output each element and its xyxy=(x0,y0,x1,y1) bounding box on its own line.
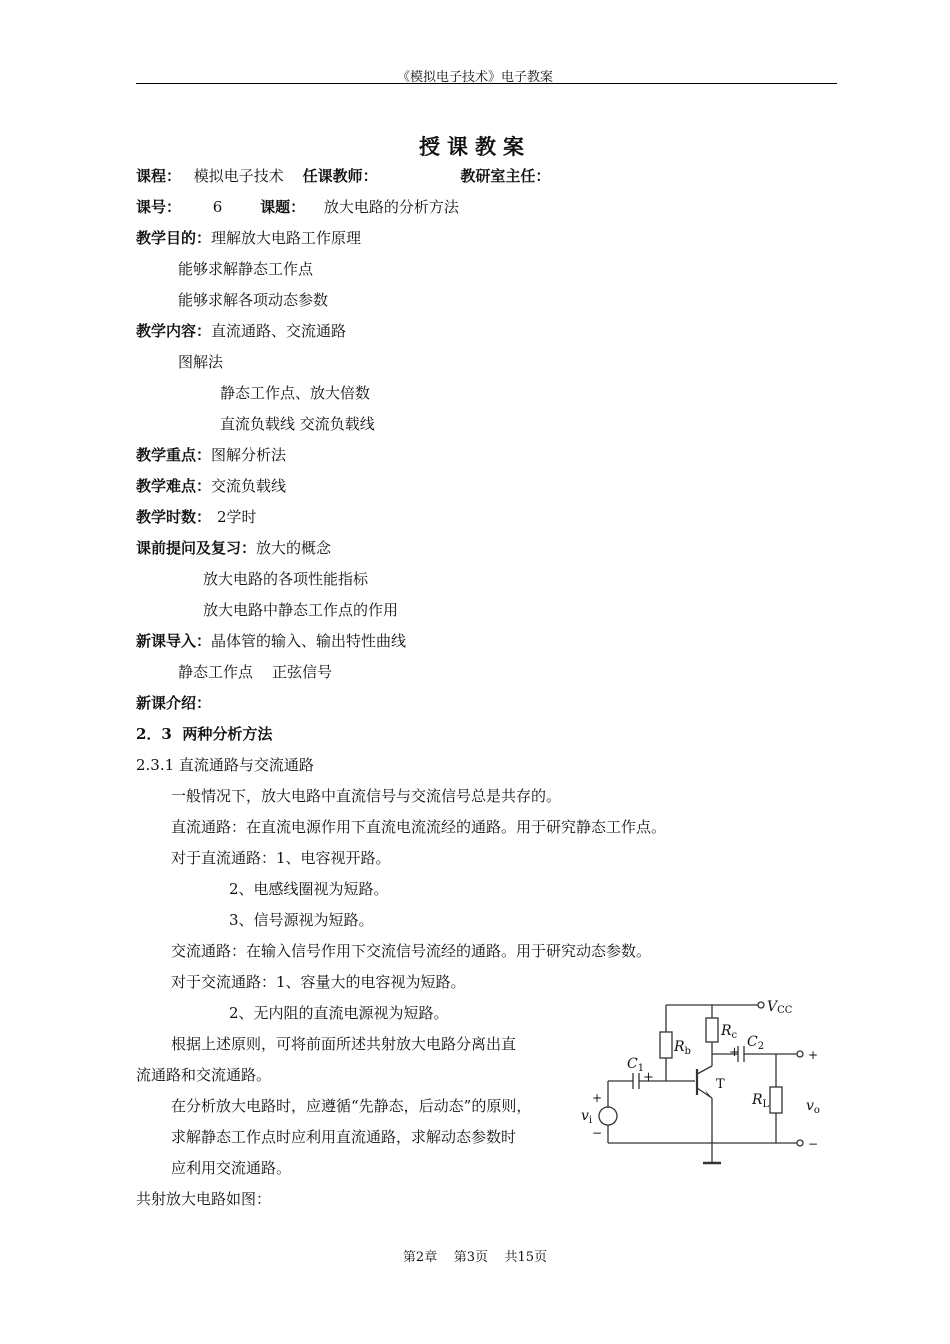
svg-text:C1 xyxy=(627,1056,644,1074)
vcc-subscript: CC xyxy=(777,1005,793,1016)
course-label: 课程： xyxy=(136,167,182,185)
input-plus-mark: + xyxy=(592,1091,603,1105)
common-emitter-circuit xyxy=(575,990,835,1170)
content-label: 教学内容： xyxy=(136,322,212,340)
content-item: 直流负载线 交流负载线 xyxy=(220,415,375,433)
transistor-label: T xyxy=(716,1077,725,1092)
rb-subscript: b xyxy=(684,1046,691,1057)
dept-head-label: 教研室主任： xyxy=(460,167,551,185)
c2-label: C xyxy=(747,1034,758,1050)
lesson-line xyxy=(136,197,459,217)
paragraph: 在分析放大电路时，应遵循“先静态，后动态”的原则， xyxy=(171,1097,532,1115)
difficulty-line xyxy=(136,476,286,496)
vo-label: v xyxy=(806,1098,814,1114)
review-item: 放大的概念 xyxy=(256,539,332,557)
rl-subscript: L xyxy=(762,1099,770,1110)
svg-text:vi xyxy=(581,1108,592,1126)
review-item: 放大电路中静态工作点的作用 xyxy=(203,601,399,619)
paragraph: 对于交流通路：1、容量大的电容视为短路。 xyxy=(171,973,466,991)
rc-label: R xyxy=(721,1023,732,1039)
content-item: 直流通路、交流通路 xyxy=(211,322,347,340)
vi-subscript: i xyxy=(588,1115,593,1126)
c1-subscript: 1 xyxy=(637,1063,645,1074)
c2-plus-mark: + xyxy=(729,1045,740,1060)
rb-label: R xyxy=(674,1039,685,1055)
course-line xyxy=(136,166,550,186)
header-rule xyxy=(136,83,837,84)
vi-label: v xyxy=(581,1108,589,1124)
svg-text:Rc xyxy=(720,1023,738,1041)
content-item: 图解法 xyxy=(178,353,224,371)
output-minus-mark: − xyxy=(808,1137,819,1151)
lesson-no-label: 课号： xyxy=(136,198,182,216)
goal-item: 能够求解各项动态参数 xyxy=(178,291,329,309)
svg-text:vo xyxy=(806,1098,820,1116)
paragraph: 直流通路：在直流电源作用下直流电流流经的通路。用于研究静态工作点。 xyxy=(171,818,667,836)
goal-item: 理解放大电路工作原理 xyxy=(211,229,362,247)
difficulty-label: 教学难点： xyxy=(136,477,212,495)
c1-plus-mark: + xyxy=(643,1070,654,1085)
goal-item: 能够求解静态工作点 xyxy=(178,260,314,278)
review-label: 课前提问及复习： xyxy=(136,539,257,557)
goals-line xyxy=(136,228,361,248)
subsection-heading: 2.3.1 直流通路与交流通路 xyxy=(136,756,314,774)
key-point-text: 图解分析法 xyxy=(211,446,287,464)
c1-label: C xyxy=(627,1056,638,1072)
svg-text:C2 xyxy=(747,1034,764,1052)
paragraph: 根据上述原则，可将前面所述共射放大电路分离出直 xyxy=(171,1035,517,1053)
rc-subscript: c xyxy=(731,1030,738,1041)
output-plus-mark: + xyxy=(808,1048,819,1062)
paragraph: 交流通路：在输入信号作用下交流信号流经的通路。用于研究动态参数。 xyxy=(171,942,652,960)
page-header: 《模拟电子技术》电子教案 xyxy=(396,70,553,85)
page-title: 授课教案 xyxy=(419,134,531,159)
vcc-label: V xyxy=(767,999,778,1015)
lesson-no: 6 xyxy=(212,198,223,216)
content-item: 静态工作点、放大倍数 xyxy=(220,384,371,402)
goals-label: 教学目的： xyxy=(136,229,212,247)
new-lesson-label: 新课介绍： xyxy=(136,694,212,712)
hours-label: 教学时数： xyxy=(136,508,212,526)
intro-item: 静态工作点 正弦信号 xyxy=(178,663,333,681)
hours-text: 2学时 xyxy=(217,508,257,526)
intro-line xyxy=(136,631,406,651)
vo-subscript: o xyxy=(813,1105,820,1116)
review-item: 放大电路的各项性能指标 xyxy=(203,570,369,588)
hours-line xyxy=(136,507,257,527)
review-line xyxy=(136,538,331,558)
paragraph: 2、无内阻的直流电源视为短路。 xyxy=(229,1004,449,1022)
svg-text:VCC xyxy=(767,999,793,1016)
content-line xyxy=(136,321,346,341)
input-minus-mark: − xyxy=(592,1126,603,1140)
paragraph: 流通路和交流通路。 xyxy=(136,1066,272,1084)
paragraph: 2、电感线圈视为短路。 xyxy=(229,880,389,898)
key-point-label: 教学重点： xyxy=(136,446,212,464)
rl-label: R xyxy=(752,1092,763,1108)
svg-text:Rb xyxy=(673,1039,691,1057)
topic-label: 课题： xyxy=(260,198,306,216)
teacher-label: 任课教师： xyxy=(302,167,378,185)
key-point-line xyxy=(136,445,286,465)
intro-item: 晶体管的输入、输出特性曲线 xyxy=(211,632,407,650)
section-heading: 2．3 两种分析方法 xyxy=(136,725,273,743)
difficulty-text: 交流负载线 xyxy=(211,477,287,495)
paragraph: 共射放大电路如图： xyxy=(136,1190,272,1208)
paragraph: 应利用交流通路。 xyxy=(171,1159,292,1177)
paragraph: 对于直流通路：1、电容视开路。 xyxy=(171,849,391,867)
page-footer: 第2章 第3页 共15页 xyxy=(402,1250,548,1265)
topic: 放大电路的分析方法 xyxy=(323,198,459,216)
c2-subscript: 2 xyxy=(757,1041,765,1052)
paragraph: 3、信号源视为短路。 xyxy=(229,911,374,929)
svg-text:RL xyxy=(751,1092,770,1110)
course-name: 模拟电子技术 xyxy=(193,167,284,185)
paragraph: 一般情况下，放大电路中直流信号与交流信号总是共存的。 xyxy=(171,787,562,805)
intro-label: 新课导入： xyxy=(136,632,212,650)
paragraph: 求解静态工作点时应利用直流通路，求解动态参数时 xyxy=(171,1128,517,1146)
